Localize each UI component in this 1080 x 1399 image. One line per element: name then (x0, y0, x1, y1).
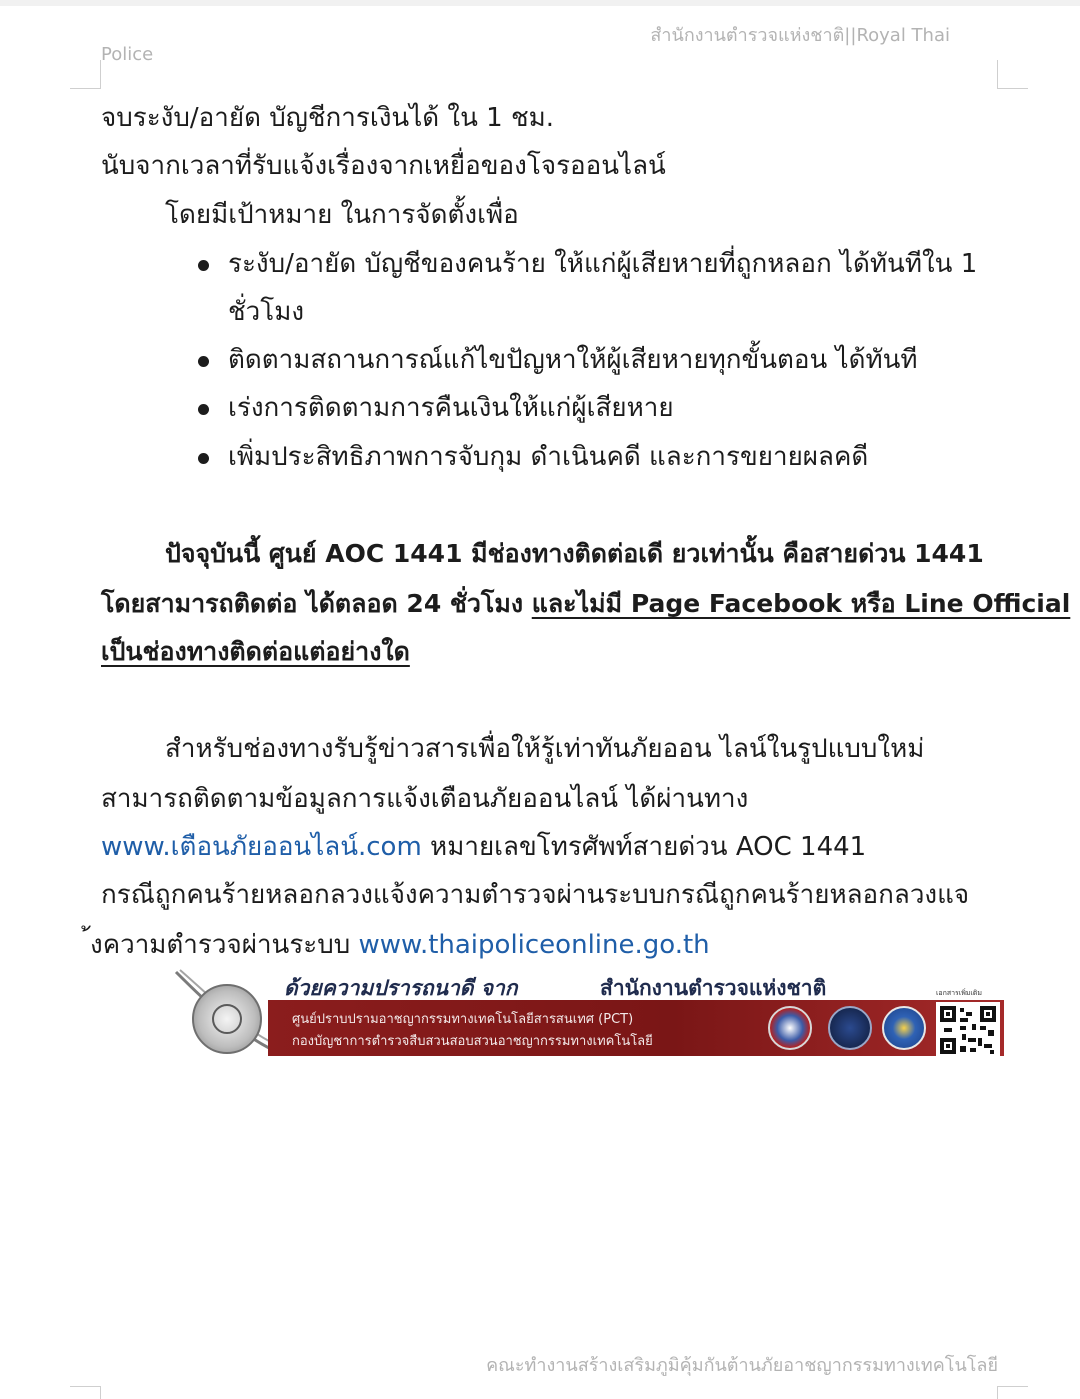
pct-seal-icon (768, 1006, 812, 1050)
crop-mark-top-right (997, 60, 1028, 89)
goal-intro: โดยมีเป้าหมาย ในการจัดตั้งเพื่อ (165, 200, 519, 230)
hotline-notice: ปัจจุบันนี้ ศูนย์ AOC 1441 มีช่องทางติดต่อเดี ยวเท่านั้น คือสายด่วน 1441 (165, 539, 984, 568)
qr-code-icon[interactable] (936, 1002, 1000, 1058)
bullet-item-continued: ชั่วโมง (228, 297, 305, 327)
report-text: ้งความตำรวจผ่านระบบ (90, 930, 359, 960)
bullet-icon (198, 453, 209, 464)
crop-mark-top-left (70, 60, 101, 89)
cyber-seal-icon (828, 1006, 872, 1050)
paragraph-line: จบระงับ/อายัด บัญชีการเงินได้ ใน 1 ชม. (101, 103, 555, 133)
hotline-notice-underlined: และไม่มี Page Facebook หรือ Line Official (531, 589, 1071, 618)
hotline-notice-line2 (101, 587, 1070, 621)
news-paragraph-line (101, 830, 866, 864)
hotline-text: หมายเลขโทรศัพท์สายด่วน AOC 1441 (421, 832, 867, 862)
police-online-link[interactable]: www.thaipoliceonline.go.th (358, 930, 710, 960)
bullet-item: ติดตามสถานการณ์แก้ไขปัญหาให้ผู้เสียหายทุกขั้นตอน ได้ทันที (228, 345, 918, 375)
footer-title: คณะทำงานสร้างเสริมภูมิคุ้มกันต้านภัยอาชญากรรมทางเทคโนโลยี (486, 1355, 998, 1376)
crop-mark-bottom-left (70, 1386, 101, 1399)
banner-agency: สำนักงานตำรวจแห่งชาติ (600, 976, 827, 1000)
banner-small-label: เอกสารเพิ่มเติม (936, 989, 982, 997)
news-paragraph-line: สำหรับช่องทางรับรู้ข่าวสารเพื่อให้รู้เท่าทันภัยออน ไลน์ในรูปแบบใหม่ (165, 734, 925, 764)
footer-banner (172, 968, 1004, 1058)
bullet-item: เร่งการติดตามการคืนเงินให้แก่ผู้เสียหาย (228, 393, 674, 423)
bullet-item: ระงับ/อายัด บัญชีของคนร้าย ให้แก่ผู้เสียหายที่ถูกหลอก ได้ทันทีใน 1 (228, 249, 978, 279)
bullet-icon (198, 404, 209, 415)
banner-center-name: ศูนย์ปราบปรามอาชญากรรมทางเทคโนโลยีสารสนเทศ (PCT) (292, 1012, 634, 1027)
crop-mark-bottom-right (997, 1386, 1028, 1399)
ccib-seal-icon (882, 1006, 926, 1050)
police-emblem-icon (192, 984, 262, 1054)
header-title-continued: Police (101, 44, 154, 65)
banner-greeting: ด้วยความปรารถนาดี จาก (284, 976, 518, 1000)
warning-site-link[interactable]: www.เตือนภัยออนไลน์.com (101, 832, 422, 862)
bullet-item: เพิ่มประสิทธิภาพการจับกุม ดำเนินคดี และการขยายผลคดี (228, 442, 869, 472)
hotline-notice-plain: โดยสามารถติดต่อ ได้ตลอด 24 ชั่วโมง (101, 589, 532, 618)
news-paragraph-line (90, 928, 710, 962)
news-paragraph-line: กรณีถูกคนร้ายหลอกลวงแจ้งความตำรวจผ่านระบบกรณีถูกคนร้ายหลอกลวงแจ (101, 880, 970, 910)
banner-command-name: กองบัญชาการตำรวจสืบสวนสอบสวนอาชญากรรมทางเทคโนโลยี (292, 1034, 653, 1049)
bullet-icon (198, 260, 209, 271)
news-paragraph-line: สามารถติดตามข้อมูลการแจ้งเตือนภัยออนไลน์ ได้ผ่านทาง (101, 784, 749, 814)
top-divider (0, 0, 1080, 6)
paragraph-line: นับจากเวลาที่รับแจ้งเรื่องจากเหยื่อของโจรออนไลน์ (101, 151, 666, 181)
hotline-notice-line3: เป็นช่องทางติดต่อแต่อย่างใด (101, 637, 410, 666)
header-title: สำนักงานตำรวจแห่งชาติ||Royal Thai (650, 25, 950, 46)
emblem-center (212, 1004, 242, 1034)
bullet-icon (198, 356, 209, 367)
